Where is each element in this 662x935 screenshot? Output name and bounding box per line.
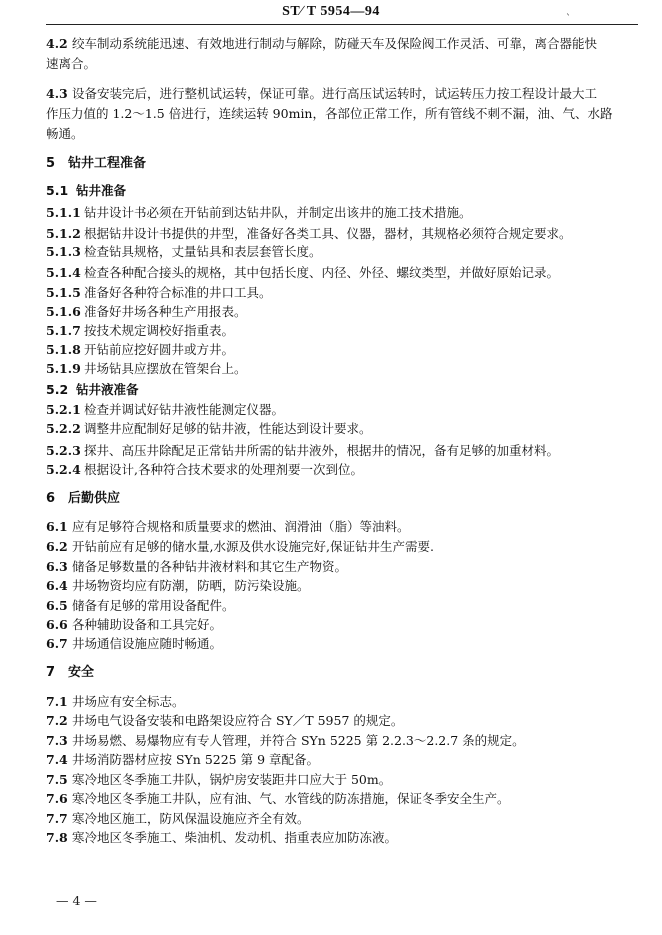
clause-number: 6.6 [46, 617, 68, 632]
clause-number: 6.5 [46, 598, 68, 613]
section-title: 钻井工程准备 [68, 156, 147, 171]
clause-text: 根据钻井设计书提供的井型，准备好各类工具、仪器，器材，其规格必须符合规定要求。 [84, 226, 572, 241]
clause-number: 5.2.4 [46, 462, 81, 477]
clause-text: 检查并调试好钻井液性能测定仪器。 [84, 402, 285, 417]
clause-text: 井场钻具应摆放在管架台上。 [84, 361, 247, 376]
clause-text: 调整井应配制好足够的钻井液，性能达到设计要求。 [84, 421, 372, 436]
clause-number: 6.4 [46, 578, 68, 593]
clause-5-2-4 [46, 460, 638, 480]
clause-text: 设备安装完后，进行整机试运转，保证可靠。进行高压试运转时，试运转压力按工程设计最大工 [72, 86, 598, 101]
clause-number: 7.5 [46, 772, 68, 787]
standard-code-header: ST∕ T 5954—94 [282, 4, 380, 19]
clause-7-8 [46, 828, 638, 848]
section-7-heading [46, 663, 638, 683]
section-5-1-heading [46, 181, 638, 201]
clause-text: 寒冷地区冬季施工井队，应有油、气、水管线的防冻措施，保证冬季安全生产。 [72, 791, 510, 806]
clause-7-5 [46, 770, 638, 790]
clause-number: 5.2.3 [46, 443, 81, 458]
clause-text: 检查各种配合接头的规格，其中包括长度、内径、外径、螺纹类型，并做好原始记录。 [84, 265, 560, 280]
section-title: 安全 [68, 665, 95, 680]
clause-number: 5.1.2 [46, 226, 81, 241]
clause-text: 准备好井场各种生产用报表。 [84, 304, 247, 319]
clause-text: 寒冷地区冬季施工井队，锅炉房安装距井口应大于 50m。 [72, 772, 392, 787]
clause-5-1-9 [46, 359, 638, 379]
clause-number: 5.1.1 [46, 205, 81, 220]
clause-number: 5.1.5 [46, 285, 81, 300]
clause-text: 寒冷地区冬季施工、柴油机、发动机、指重表应加防冻液。 [72, 830, 398, 845]
clause-text: 井场消防器材应按 SYn 5225 第 9 章配备。 [72, 752, 319, 767]
section-title: 钻井准备 [76, 183, 127, 198]
clause-number: 5.1.7 [46, 323, 81, 338]
clause-number: 4.3 [46, 86, 68, 101]
clause-number: 6.7 [46, 636, 68, 651]
clause-5-2-1 [46, 400, 638, 420]
clause-6-5 [46, 596, 638, 616]
clause-5-1-5 [46, 283, 638, 303]
clause-text: 井场应有安全标志。 [72, 694, 185, 709]
clause-number: 7.6 [46, 791, 68, 806]
clause-text: 探井、高压井除配足正常钻井所需的钻井液外，根据井的情况，备有足够的加重材料。 [84, 443, 560, 458]
clause-text: 寒冷地区施工，防风保温设施应齐全有效。 [72, 811, 310, 826]
clause-4-2 [46, 34, 638, 54]
clause-number: 7.8 [46, 830, 68, 845]
clause-5-2-2 [46, 419, 638, 439]
clause-number: 6.3 [46, 559, 68, 574]
clause-5-1-3 [46, 242, 638, 262]
clause-number: 7.1 [46, 694, 68, 709]
corner-mark: ` [566, 14, 571, 25]
clause-7-6 [46, 789, 638, 809]
clause-5-1-1 [46, 203, 638, 223]
clause-number: 6.2 [46, 539, 68, 554]
clause-number: 7.3 [46, 733, 68, 748]
clause-number: 5.2.2 [46, 421, 81, 436]
clause-number: 4.2 [46, 36, 68, 51]
clause-7-1 [46, 692, 638, 712]
clause-text: 开钻前应有足够的储水量,水源及供水设施完好,保证钻井生产需要. [72, 539, 434, 554]
clause-text: 井场易燃、易爆物应有专人管理，并符合 SYn 5225 第 2.2.3～2.2.7 条的规定。 [72, 733, 525, 748]
clause-text: 按技术规定调校好指重表。 [84, 323, 235, 338]
section-title: 后勤供应 [68, 491, 121, 506]
clause-number: 7.7 [46, 811, 68, 826]
clause-text: 准备好各种符合标准的井口工具。 [84, 285, 272, 300]
section-number: 7 [46, 665, 56, 680]
clause-6-3 [46, 557, 638, 577]
clause-text: 井场通信设施应随时畅通。 [72, 636, 223, 651]
clause-number: 7.2 [46, 713, 68, 728]
clause-number: 5.1.6 [46, 304, 81, 319]
clause-number: 6.1 [46, 519, 68, 534]
clause-text: 根据设计,各种符合技术要求的处理剂要一次到位。 [84, 462, 363, 477]
clause-number: 5.1.4 [46, 265, 81, 280]
clause-number: 7.4 [46, 752, 68, 767]
section-title: 钻井液准备 [76, 382, 139, 397]
clause-text: 绞车制动系统能迅速、有效地进行制动与解除，防碰天车及保险阀工作灵活、可靠，离合器能快 [72, 36, 598, 51]
clause-7-3 [46, 731, 638, 751]
clause-text: 应有足够符合规格和质量要求的燃油、润滑油（脂）等油料。 [72, 519, 410, 534]
clause-6-6 [46, 615, 638, 635]
section-5-2-heading [46, 380, 638, 400]
clause-text: 钻井设计书必须在开钻前到达钻井队，并制定出该井的施工技术措施。 [84, 205, 472, 220]
clause-7-2 [46, 711, 638, 731]
section-number: 5.2 [46, 382, 69, 397]
clause-4-3 [46, 84, 638, 104]
clause-text: 储备有足够的常用设备配件。 [72, 598, 235, 613]
clause-number: 5.1.8 [46, 342, 81, 357]
clause-5-1-2 [46, 224, 638, 244]
header-rule [46, 24, 638, 25]
section-6-heading [46, 489, 638, 509]
page-number: — 4 — [56, 893, 97, 908]
clause-text: 井场物资均应有防潮，防晒，防污染设施。 [72, 578, 310, 593]
section-number: 6 [46, 491, 56, 506]
clause-text: 各种辅助设备和工具完好。 [72, 617, 223, 632]
clause-text: 畅通。 [46, 126, 84, 141]
clause-6-4 [46, 576, 638, 596]
clause-5-1-7 [46, 321, 638, 341]
clause-text: 储备足够数量的各种钻井液材料和其它生产物资。 [72, 559, 348, 574]
clause-number: 5.2.1 [46, 402, 81, 417]
clause-6-1 [46, 517, 638, 537]
clause-4-3-cont [46, 104, 638, 124]
section-5-heading [46, 154, 638, 174]
clause-text: 检查钻具规格，丈量钻具和表层套管长度。 [84, 244, 322, 259]
clause-text: 速离合。 [46, 56, 97, 71]
clause-6-2 [46, 537, 638, 557]
clause-7-7 [46, 809, 638, 829]
clause-number: 5.1.9 [46, 361, 81, 376]
clause-text: 开钻前应挖好圆井或方井。 [84, 342, 235, 357]
clause-text: 井场电气设备安装和电路架设应符合 SY／T 5957 的规定。 [72, 713, 404, 728]
clause-5-1-4 [46, 263, 638, 283]
clause-5-1-6 [46, 302, 638, 322]
section-number: 5.1 [46, 183, 69, 198]
section-number: 5 [46, 156, 56, 171]
clause-6-7 [46, 634, 638, 654]
clause-4-3-cont [46, 124, 638, 144]
clause-5-2-3 [46, 441, 638, 461]
clause-text: 作压力值的 1.2～1.5 倍进行，连续运转 90min，各部位正常工作，所有管线不刺不漏，油、气、水路 [46, 106, 613, 121]
clause-7-4 [46, 750, 638, 770]
clause-5-1-8 [46, 340, 638, 360]
clause-number: 5.1.3 [46, 244, 81, 259]
clause-4-2-cont [46, 54, 638, 74]
